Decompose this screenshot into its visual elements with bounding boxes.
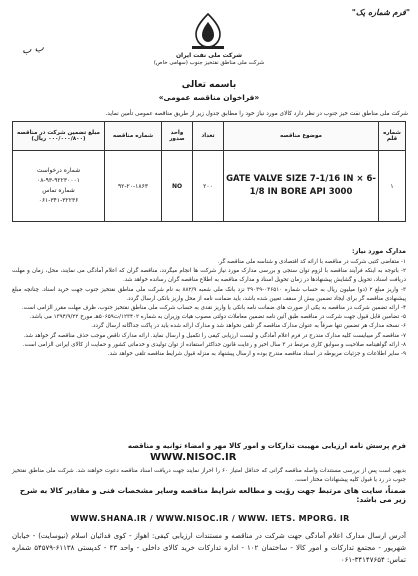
list-item: ۷- مناقصه گر میبایست کلیه مدارک مندرج در فرم اعلام آمادگی و لیست ارزیابی کیفی را تکمیل و ارسال نماید. ارائه مدارک ناقص موجب حذف مناقصه گر خواهد شد. (23, 332, 406, 339)
required-documents-list (12, 258, 406, 359)
header-deposit: مبلغ تضمین شرکت در مناقصه (۰۰۰/۰۰۰/۸۰۰ ریال) (13, 122, 105, 151)
website-link[interactable]: WWW.NISOC.IR (150, 452, 237, 463)
tender-table (12, 121, 406, 222)
required-documents-title: مدارک مورد نیاز: (352, 247, 406, 255)
table-header-row (13, 122, 406, 151)
list-item: ۴- ارائه تضمین شرکت در مناقصه به یکی از صورت های ضمانت نامه بانکی یا واریز نقدی به حساب شرکت ملی مناطق نفتخیز جنوب، ظرف مهلت مقرر الزامی است. (21, 305, 406, 312)
footer-signatures-line: فرم پرسش نامه ارزیابی مهیبت تداركات و امور كالا مهر و امضاء توانیه و مناقصه (127, 442, 406, 450)
header-tender-number: شماره مناقصه (105, 122, 162, 151)
cell-quantity: ۲۰۰ (193, 151, 224, 222)
cell-deposit (13, 151, 105, 222)
deposit-line: ۰۸-۹۳-۹۲۲۳۰۰۰۱ (36, 177, 80, 184)
bismillah-heading: باسمه تعالی (181, 80, 237, 90)
organization-subtitle: شرکت ملی مناطق نفتخیز جنوب (سهامی خاص) (153, 60, 265, 66)
header-subject: موضوع مناقصه (224, 122, 379, 151)
deposit-line: شماره درخواست (36, 167, 81, 174)
related-sites-line: ضمناً، سایت های مرتبط جهت رؤیت و مطالعه شرایط مناقصه وسایر مشخصات فنی و مقادیر کالا به شرح زیر می باشد: (19, 486, 406, 504)
form-number-tag: "فرم شماره یک" (351, 8, 410, 17)
tender-call-title: «فراخوان مناقصه عمومی» (158, 93, 260, 102)
header-unit: واحد صدور (162, 122, 193, 151)
table-row (13, 151, 406, 222)
list-item: ۱- متقاضی کتبی شرکت در مناقصه با ارائه کد اقتصادی و شناسه ملی مناقصه گر. (217, 259, 406, 265)
list-item: ۸- ارائه گواهینامه صلاحیت و سوابق کاری مرتبط در ۳ سال اخیر و رعایت قانون حداکثر استفاده از توان تولیدی و خدماتی کشور و حمایت از کالای ایرانی الزامی است. (22, 341, 406, 348)
cell-row-number: ۱ (379, 151, 406, 222)
list-item: ۳- واریز مبلغ ۲ (دو) میلیون ریال به حساب شماره ۰۳۶۵۱۰-۳۹۰۳۹ نزد بانک ملی شعبه ۸۸۲/۹ به نام شرکت ملی مناطق نفتخیز جنوب جهت خرید اسناد. چنانچه مبلغ پیشنهادی مناقصه گر برای ایجاد تضمین بیش از سقف تعیین شده باشد، باید ضمانت نامه از محل واریز بانکی ارسال گردد. (12, 286, 406, 302)
deposit-line: شماره تماس (42, 187, 75, 194)
evaluation-notice: بدیهی است پس از بررسی مستندات واصله مناقصه گرانی که حداقل امتیاز ۶۰ را احراز نمایند جهت دریافت اسناد مناقصه دعوت خواهند شد. شرکت ملی مناطق نفتخیز جنوب در رد یا قبول کلیه پیشنهادات مختار است. (12, 468, 406, 483)
header-row-number: شماره قلم (379, 122, 406, 151)
nioc-logo-icon (186, 12, 230, 52)
list-item: ۵- تضامین قابل قبول جهت شرکت در مناقصه طبق آئین نامه تضمین معاملات دولتی مصوب هیات وزیران به شماره ۱۲۳۴۰۲/ت۵۰۶۵۹هـ مورخ ۱۳۹۴/۹/۲۲ می باشد. (29, 314, 406, 321)
deposit-line: ۰۶۱-۳۴۱-۳۲۲۳۶ (38, 197, 79, 204)
list-item: ۹- سایر اطلاعات و جزئیات مربوطه در اسناد مناقصه مندرج بوده و ارسال پیشنهاد به منزله قبول شرایط مناقصه تلقی خواهد شد. (107, 351, 406, 358)
list-item: ۲- باتوجه به اینکه فرآیند مناقصه با لزوم توان سنجی و بررسی مدارک مورد نیاز شرکت ها انجام میگردد، مناقصه گران که اعلام آمادگی می نمایند، محل، زمان و مهلت دریافت اسناد، تحویل و گشایش پیشنهادها در زمان تحویل اسناد و مدارک مناقصه به اطلاع مناقصه گران رسانده خواهد شد. (12, 268, 406, 284)
header-quantity: تعداد (193, 122, 224, 151)
handwritten-signature: ب ب (21, 42, 45, 57)
submission-address: آدرس ارسال مدارک اعلام آمادگی جهت شرکت در مناقصه و مستندات ارزیابی کیفی: اهواز - کوی فدائیان اسلام (نیوسایت) - خیابان شهریور - مجتمع تدارکات و امور کالا - ساختمان ۱۰۲ - اداره تدارکات خرید کالای داخلی - واحد ۴۳ - کدپستی ۶۱۱۳۸-۵۴۵۷۹ شماره تماس: ۳۴۱۴۷۶۵۴-۰۶۱ (12, 532, 406, 564)
intro-paragraph: شرکت ملی مناطق نفت خیز جنوب در نظر دارد کالای مورد نیاز خود را مطابق جدول زیر از طریق مناقصه عمومی تأمین نماید. (105, 111, 408, 117)
cell-unit: NO (162, 151, 193, 222)
cell-subject: GATE VALVE SIZE 7-1/16 IN × 6-1/8 IN BORE API 3000 (224, 151, 379, 222)
list-item: ۶- نسخه مدارک هر تضمین تنها صرفاً به عنوان مدارک مناقصه گر تلقی نخواهد شد و مدارک ارائه شده باید در پاکت جداگانه ارسال گردد. (91, 323, 406, 330)
organization-name: شرکت ملی نفت ایران (175, 52, 243, 59)
cell-tender-number: ۹۲-۲۰-۱۸۶۳ (105, 151, 162, 222)
related-websites[interactable]: WWW.SHANA.IR / WWW.NISOC.IR / WWW. IETS. MPORG. IR (70, 514, 350, 523)
